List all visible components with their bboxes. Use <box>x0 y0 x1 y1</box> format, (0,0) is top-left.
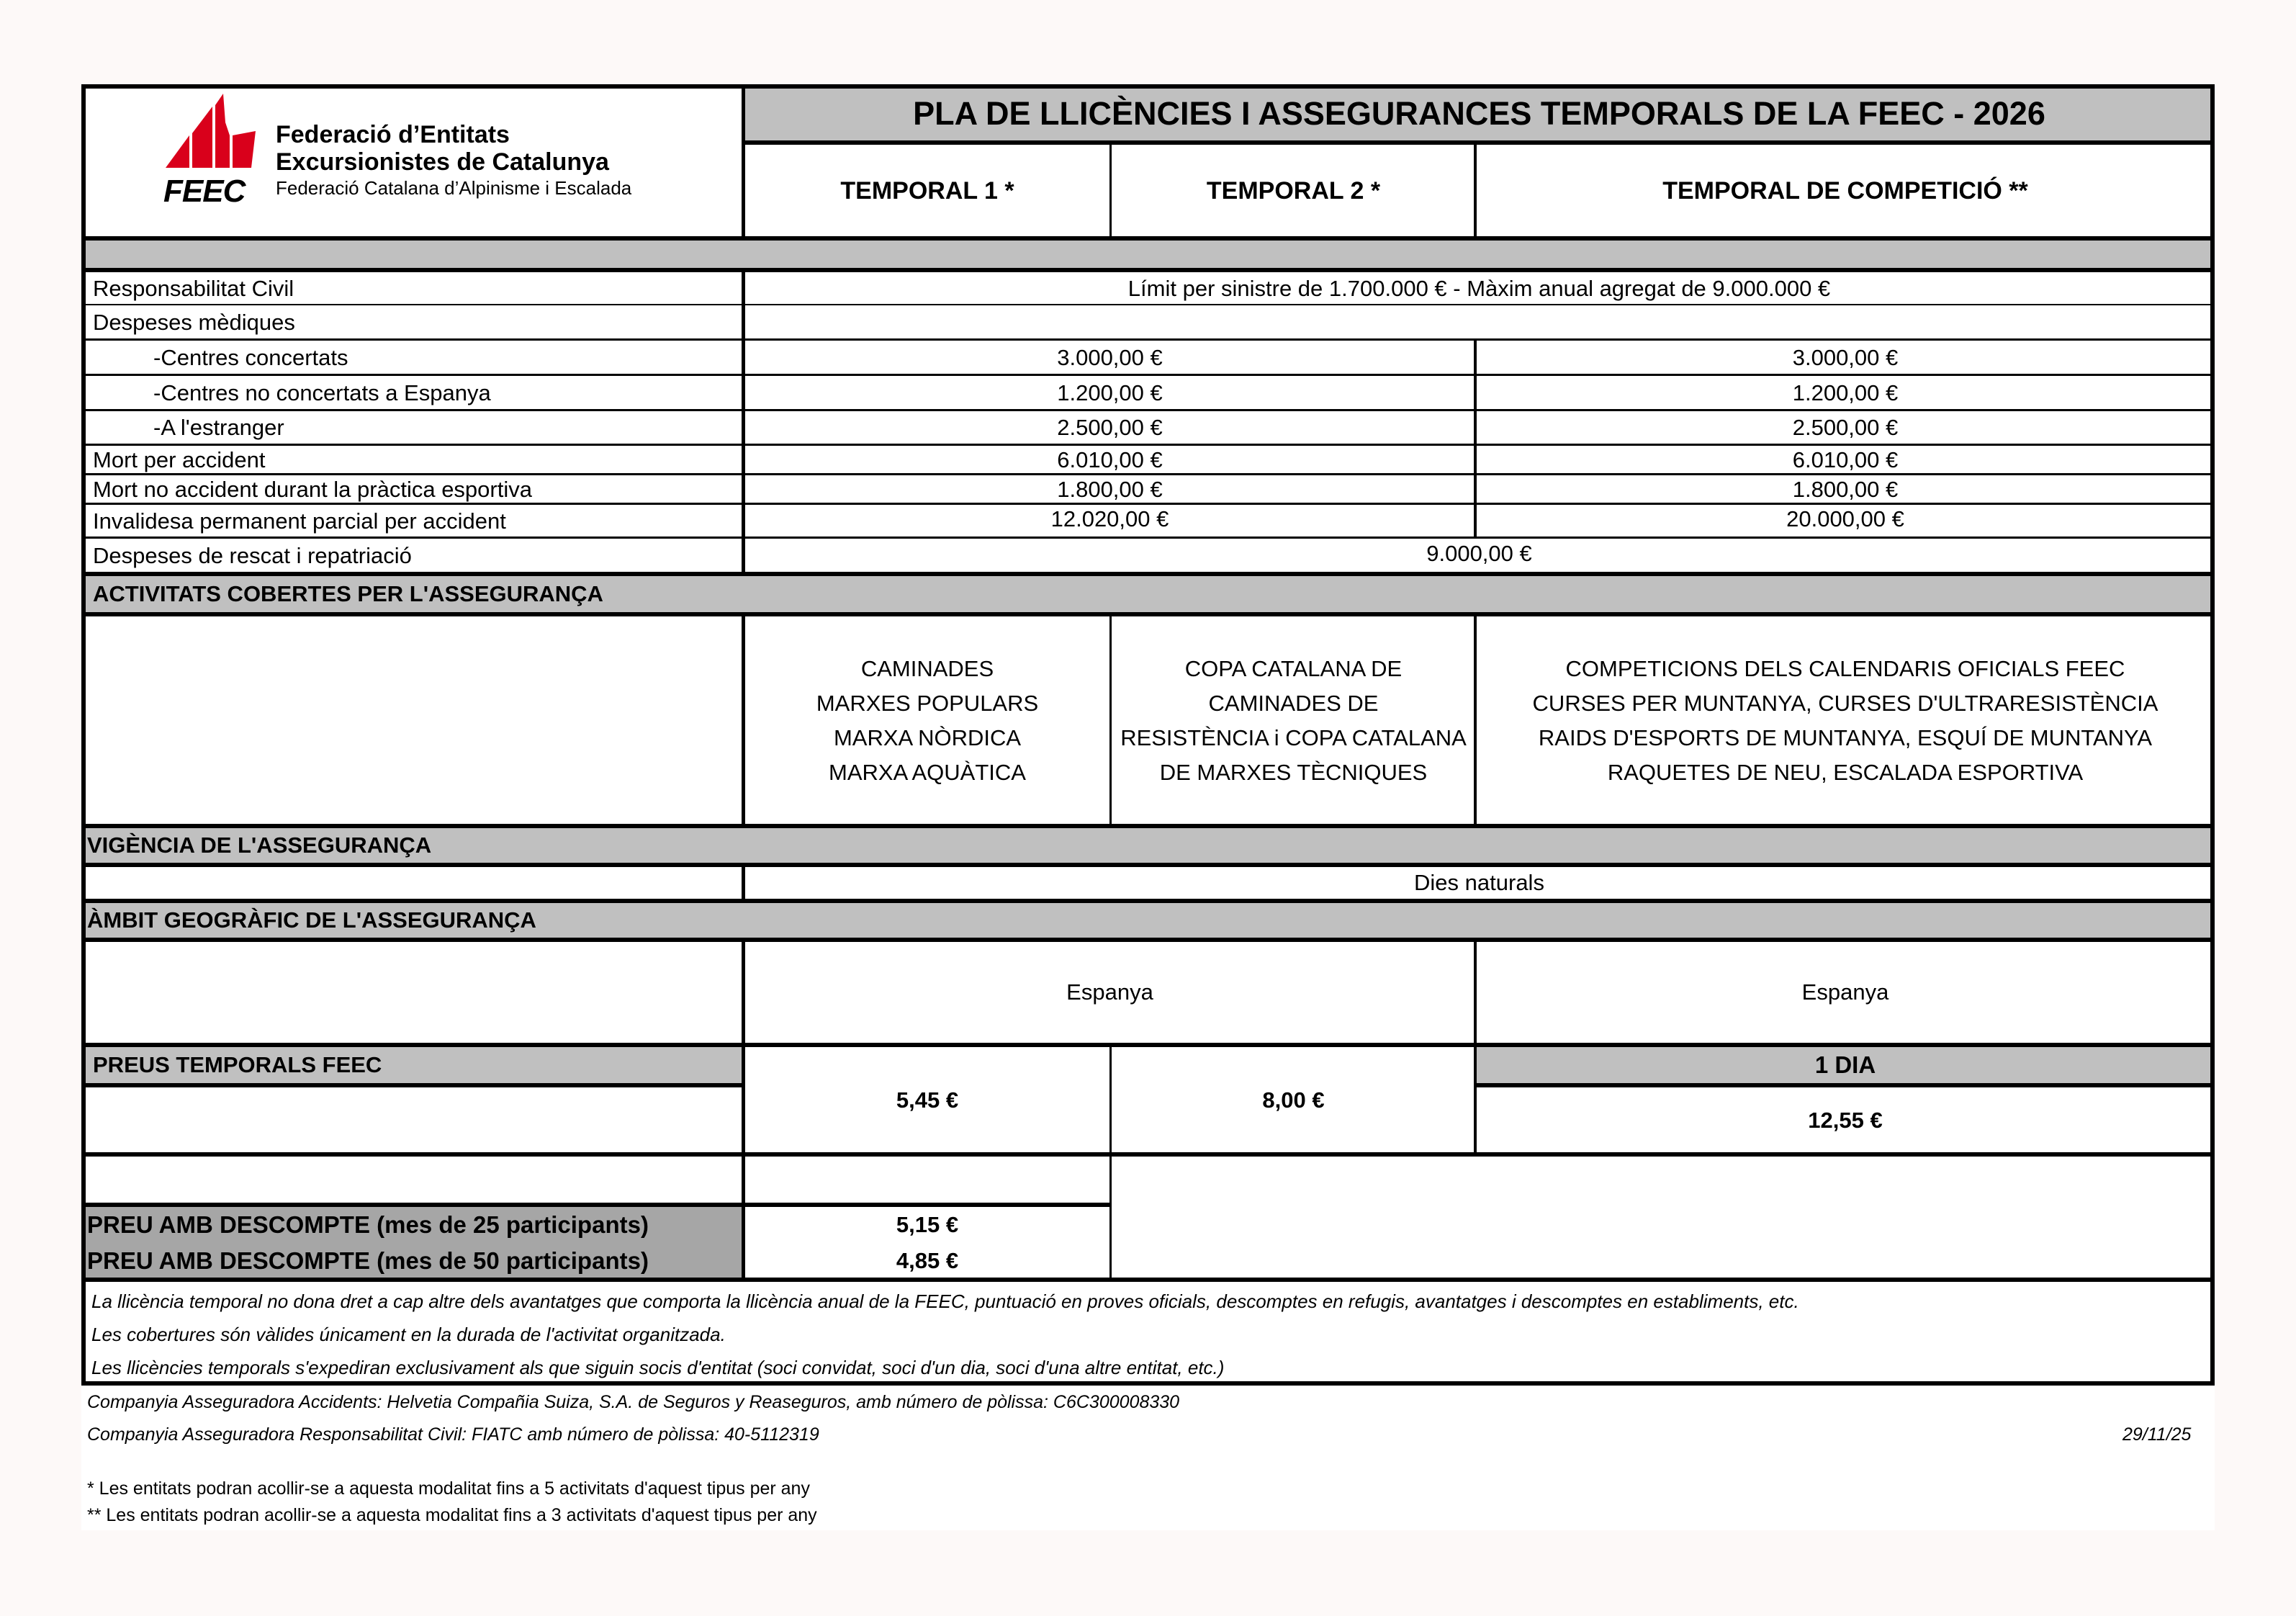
column-header-temporal1: TEMPORAL 1 * <box>840 176 1014 205</box>
coverage-value-competicio: 1.800,00 € <box>1792 476 1899 502</box>
price-temporal2: 8,00 € <box>1262 1087 1325 1113</box>
discount-label-50: PREU AMB DESCOMPTE (mes de 50 participants) <box>87 1247 649 1274</box>
coverage-value-competicio: 2.500,00 € <box>1792 415 1899 440</box>
footnote-double-asterisk: ** Les entitats podran acollir-se a aquesta modalitat fins a 3 activitats d'aquest tipus per any <box>87 1505 817 1525</box>
coverage-label: Mort per accident <box>93 446 266 472</box>
column-header-competicio: TEMPORAL DE COMPETICIÓ ** <box>1662 176 2028 205</box>
column-header-temporal2: TEMPORAL 2 * <box>1206 176 1381 205</box>
coverage-value-temporal: 3.000,00 € <box>1057 344 1163 370</box>
coverage-value-competicio: 1.200,00 € <box>1792 380 1899 405</box>
coverage-label: Despeses mèdiques <box>93 310 295 335</box>
price-competicio: 12,55 € <box>1808 1108 1883 1133</box>
page-title: PLA DE LLICÈNCIES I ASSEGURANCES TEMPORALS DE LA FEEC - 2026 <box>913 95 2045 132</box>
coverage-value-competicio: 6.010,00 € <box>1792 446 1899 472</box>
activities-temporal1: CAMINADES MARXES POPULARS MARXA NÒRDICA MARXA AQUÀTICA <box>816 656 1039 785</box>
price-temporal1: 5,45 € <box>896 1087 959 1113</box>
spacer-band <box>81 241 2215 271</box>
discount-value-50: 4,85 € <box>896 1248 959 1273</box>
coverage-value: Límit per sinistre de 1.700.000 € - Màxim anual agregat de 9.000.000 € <box>1127 276 1831 301</box>
coverage-value-competicio: 3.000,00 € <box>1792 344 1899 370</box>
coverage-label: Invalidesa permanent parcial per accident <box>93 508 506 534</box>
feec-logo <box>162 94 680 209</box>
logo-line1: Federació d’Entitats <box>276 121 510 148</box>
section-heading-validity: VIGÈNCIA DE L'ASSEGURANÇA <box>87 832 432 858</box>
note-2: Les cobertures són vàlides únicament en la durada de l'activitat organitzada. <box>91 1324 726 1345</box>
logo-line3: Federació Catalana d’Alpinisme i Escalada <box>276 177 632 199</box>
coverage-label: Despeses de rescat i repatriació <box>93 543 412 568</box>
logo-line2: Excursionistes de Catalunya <box>276 148 609 176</box>
coverage-value-temporal: 1.200,00 € <box>1057 380 1163 405</box>
discount-label-25: PREU AMB DESCOMPTE (mes de 25 participants) <box>87 1211 649 1238</box>
section-heading-scope: ÀMBIT GEOGRÀFIC DE L'ASSEGURANÇA <box>87 907 536 933</box>
validity-value: Dies naturals <box>1414 870 1544 895</box>
coverage-value-temporal: 12.020,00 € <box>1050 506 1169 531</box>
feec-mountain-icon <box>162 94 263 173</box>
note-3: Les llicències temporals s'expediran exclusivament als que siguin socis d'entitat (soci convidat, soci d'un dia, soci d'una altre entitat, etc.) <box>91 1357 1225 1378</box>
scope-temporal: Espanya <box>1066 979 1153 1005</box>
coverage-value-temporal: 6.010,00 € <box>1057 446 1163 472</box>
price-competicio-header: 1 DIA <box>1814 1051 1876 1078</box>
coverage-value-temporal: 1.800,00 € <box>1057 476 1163 502</box>
coverage-label: -Centres no concertats a Espanya <box>153 380 491 405</box>
coverage-label: Mort no accident durant la pràctica esportiva <box>93 476 532 502</box>
footnote-single-asterisk: * Les entitats podran acollir-se a aquesta modalitat fins a 5 activitats d'aquest tipus per any <box>87 1478 810 1499</box>
discount-value-25: 5,15 € <box>896 1212 959 1237</box>
coverage-value: 9.000,00 € <box>1426 541 1532 566</box>
section-heading-prices: PREUS TEMPORALS FEEC <box>93 1052 382 1077</box>
coverage-value-competicio: 20.000,00 € <box>1786 506 1904 531</box>
activities-competicio: COMPETICIONS DELS CALENDARIS OFICIALS FEEC CURSES PER MUNTANYA, CURSES D'ULTRARESISTÈNCIA RAIDS D'ESPORTS DE MUNTANYA, ESQUÍ DE MUNTANYA RAQUETES DE NEU, ESCALADA ESPORTIVA <box>1532 656 2158 785</box>
document-date: 29/11/25 <box>2122 1424 2192 1445</box>
coverage-label: -A l'estranger <box>153 415 284 440</box>
scope-competicio: Espanya <box>1801 979 1889 1005</box>
activities-temporal2: COPA CATALANA DE CAMINADES DE RESISTÈNCIA i COPA CATALANA DE MARXES TÈCNIQUES <box>1120 656 1467 785</box>
logo-acronym: FEEC <box>163 174 246 209</box>
note-1: La llicència temporal no dona dret a cap altre dels avantatges que comporta la llicència anual de la FEEC, puntuació en proves oficials, descomptes en refugis, avantatges i descomptes en establiments, etc. <box>91 1290 1799 1312</box>
coverage-value-temporal: 2.500,00 € <box>1057 415 1163 440</box>
coverage-label: Responsabilitat Civil <box>93 276 294 301</box>
coverage-label: -Centres concertats <box>153 344 348 370</box>
insurer-civil: Companyia Asseguradora Responsabilitat Civil: FIATC amb número de pòlissa: 40-5112319 <box>87 1424 819 1445</box>
insurer-accidents: Companyia Asseguradora Accidents: Helvetia Compañia Suiza, S.A. de Seguros y Reaseguros, amb número de pòlissa: C6C300008330 <box>87 1392 1180 1412</box>
section-heading-activities: ACTIVITATS COBERTES PER L'ASSEGURANÇA <box>93 581 603 606</box>
